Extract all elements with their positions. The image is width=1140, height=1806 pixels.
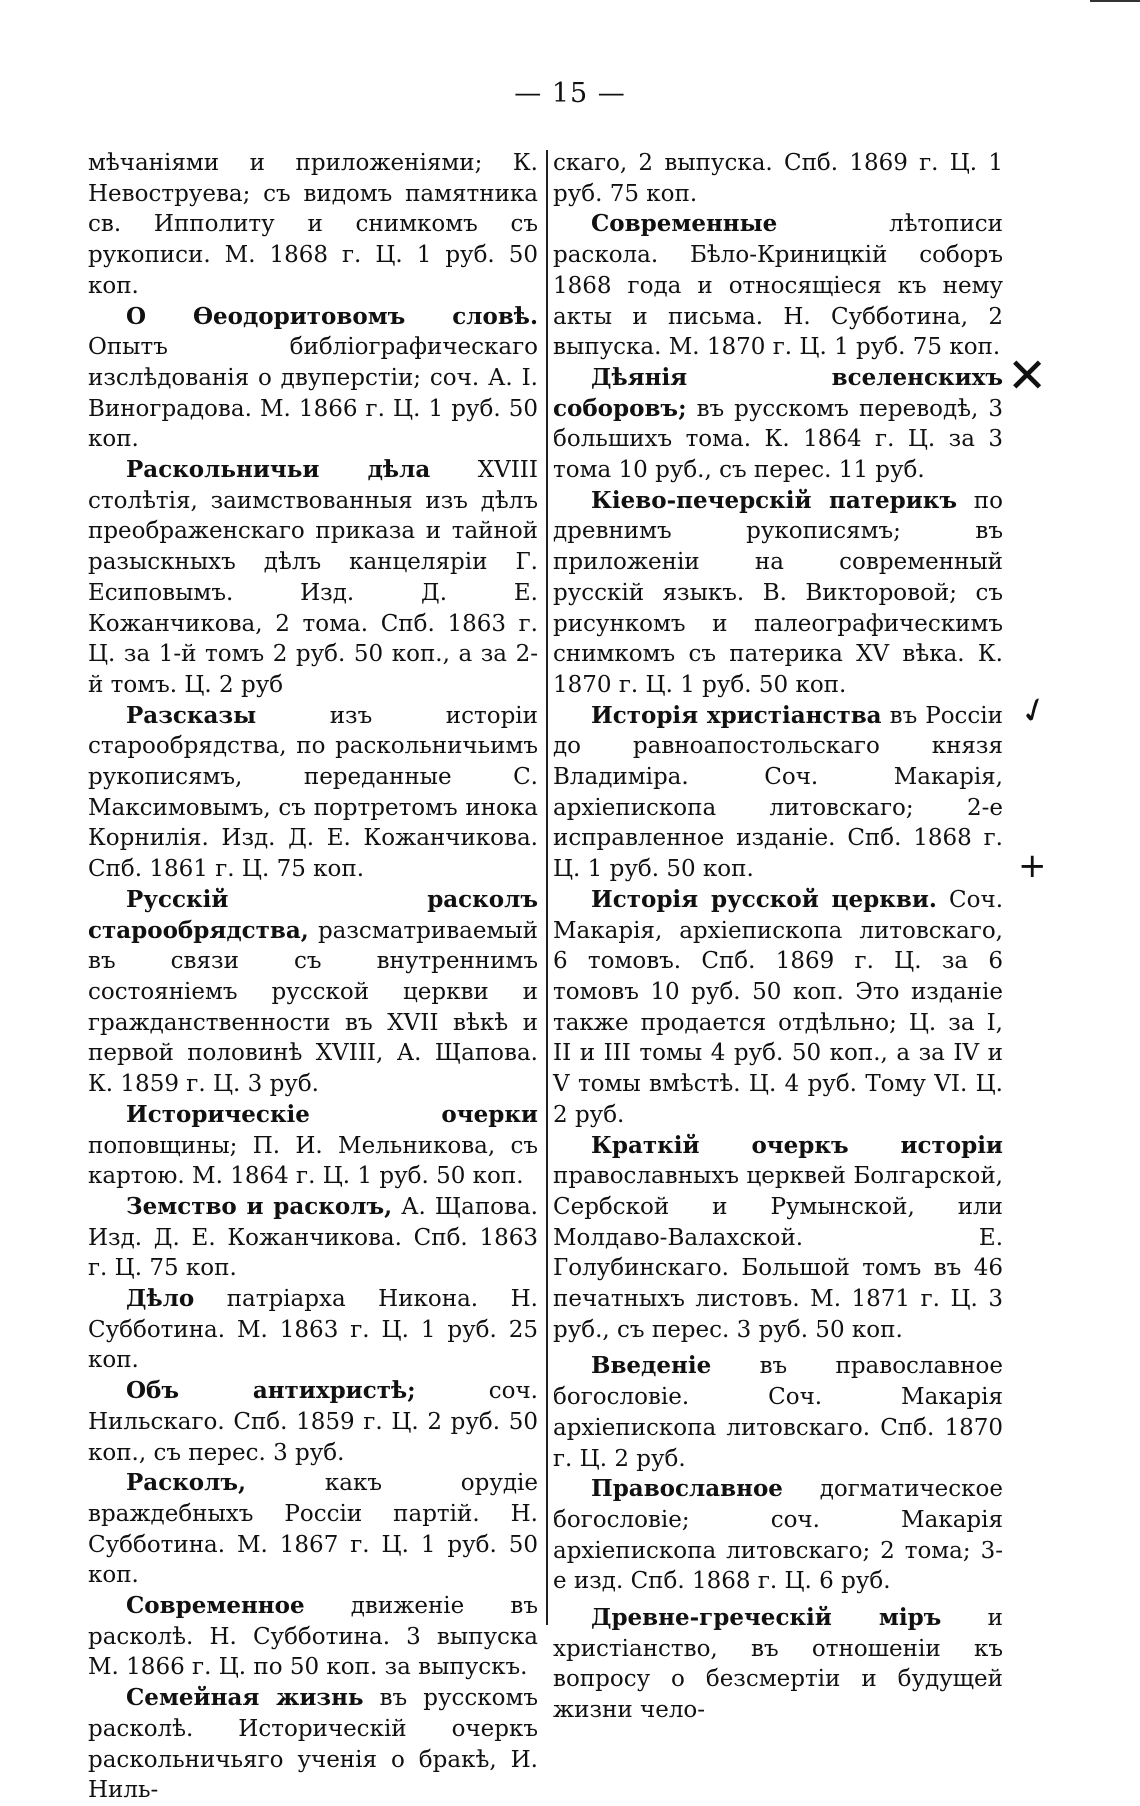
entry-text: и христіанство, въ отношеніи къ вопросу о безсмертіи и будущей жизни чело- <box>553 1605 1003 1724</box>
entry-title: Современные <box>591 210 778 238</box>
entry-title: Раскольничьи дѣла <box>126 456 431 484</box>
catalog-entry <box>553 1351 1003 1474</box>
entry-text: скаго, 2 выпуска. Спб. 1869 г. Ц. 1 руб. 75 коп. <box>553 150 1003 207</box>
right-column <box>553 148 1003 1726</box>
catalog-entry <box>88 1683 538 1806</box>
entry-title: Исторія христіанства <box>591 701 882 729</box>
column-divider <box>546 150 548 1625</box>
entry-text: догматическое богословіе; соч. Макарія архіепископа литовскаго; 2 тома; 3-е изд. Спб. 1868 г. Ц. 6 руб. <box>553 1476 1003 1595</box>
entry-text: въ русскомъ переводѣ, 3 большихъ тома. К. 1864 г. Ц. за 3 тома 10 руб., съ перес. 11 руб. <box>553 395 1003 484</box>
entry-text: лѣтописи раскола. Бѣло-Криницкій соборъ 1868 года и относящіеся къ нему акты и письма. Н. Субботина, 2 выпуска. М. 1870 г. Ц. 1 руб. 75 коп. <box>553 211 1003 361</box>
catalog-entry <box>88 1100 538 1192</box>
catalog-entry <box>88 1284 538 1376</box>
catalog-entry <box>553 701 1003 885</box>
catalog-entry <box>553 486 1003 701</box>
catalog-entry <box>88 148 538 302</box>
entry-title: Земство и расколъ, <box>126 1192 393 1220</box>
catalog-entry <box>88 455 538 701</box>
catalog-entry <box>88 1591 538 1683</box>
catalog-entry <box>88 1468 538 1591</box>
catalog-entry <box>553 1603 1003 1726</box>
catalog-entry <box>553 1474 1003 1597</box>
entry-title: Дѣянія вселенскихъ соборовъ; <box>553 363 1003 422</box>
catalog-entry <box>553 1131 1003 1346</box>
entry-text: поповщины; П. И. Мельникова, съ картою. М. 1864 г. Ц. 1 руб. 50 коп. <box>88 1132 538 1190</box>
handwritten-plus-mark: + <box>1018 846 1047 886</box>
entry-title: Древне-греческій міръ <box>591 1604 942 1632</box>
page-number: — 15 — <box>514 78 626 109</box>
entry-text: соч. Нильскаго. Спб. 1859 г. Ц. 2 руб. 50 коп., съ перес. 3 руб. <box>88 1378 538 1466</box>
entry-text: въ православное богословіе. Соч. Макарія архіепископа литовскаго. Спб. 1870 г. Ц. 2 руб. <box>553 1353 1003 1472</box>
entry-text: православныхъ церквей Болгарской, Сербской и Румынской, или Молдаво-Валахской. Е. Голубинскаго. Большой томъ въ 46 печатныхъ листовъ. М. 1871 г. Ц. 3 руб., съ перес. 3 руб. 50 коп. <box>553 1163 1003 1343</box>
catalog-entry <box>553 209 1003 363</box>
entry-text: какъ орудіе враждебныхъ Россіи партій. Н. Субботина. М. 1867 г. Ц. 1 руб. 50 коп. <box>88 1470 538 1589</box>
catalog-entry <box>88 701 538 885</box>
catalog-entry <box>88 1192 538 1284</box>
entry-text: XVIII столѣтія, заимствованныя изъ дѣлъ преображенскаго приказа и тайной разыскныхъ дѣлъ канцеляріи Г. Есиповымъ. Изд. Д. Е. Кожанчикова, 2 тома. Спб. 1863 г. Ц. за 1-й томъ 2 руб. 50 коп., а за 2-й томъ. Ц. 2 руб <box>88 457 538 698</box>
entry-text: изъ исторіи старообрядства, по раскольничьимъ рукописямъ, переданные С. Максимовымъ, съ портретомъ инока Корнилія. Изд. Д. Е. Кожанчикова. Спб. 1861 г. Ц. 75 коп. <box>88 702 538 883</box>
handwritten-cross-mark: ✕ <box>1007 348 1048 404</box>
catalog-entry <box>88 302 538 456</box>
entry-title: Расколъ, <box>126 1469 247 1497</box>
catalog-entry <box>553 885 1003 1131</box>
entry-title: Исторія русской церкви. <box>591 885 937 913</box>
top-edge-mark <box>1090 0 1140 8</box>
entry-text: въ русскомъ расколѣ. Историческій очеркъ раскольничьяго ученія о бракѣ, И. Ниль- <box>88 1685 538 1804</box>
left-column <box>88 148 538 1806</box>
entry-text: разсматриваемый въ связи съ внутреннимъ состояніемъ русской церкви и гражданственности въ XVII вѣкѣ и первой половинѣ XVIII, А. Щапова. К. 1859 г. Ц. 3 руб. <box>88 917 538 1098</box>
entry-title: Введеніе <box>591 1352 712 1380</box>
entry-title: Семейная жизнь <box>126 1684 364 1712</box>
entry-text: Соч. Макарія, архіепископа литовскаго, 6 томовъ. Спб. 1869 г. Ц. за 6 томовъ 10 руб. 50 коп. Это изданіе также продается отдѣльно; Ц. за I, II и III томы 4 руб. 50 коп., а за IV и V томы вмѣстѣ. Ц. 4 руб. Тому VI. Ц. 2 руб. <box>553 886 1004 1128</box>
entry-title: Кіево-печерскій патерикъ <box>591 486 958 514</box>
catalog-entry <box>88 885 538 1100</box>
entry-text: патріарха Никона. Н. Субботина. М. 1863 г. Ц. 1 руб. 25 коп. <box>88 1286 538 1374</box>
entry-text: мѣчаніями и приложеніями; К. Невоструева; съ видомъ памятника св. Ипполиту и снимкомъ съ рукописи. М. 1868 г. Ц. 1 руб. 50 коп. <box>88 150 538 299</box>
catalog-entry <box>88 1376 538 1468</box>
entry-text: Опытъ библіографическаго изслѣдованія о двуперстіи; соч. А. І. Виноградова. М. 1866 г. Ц. 1 руб. 50 коп. <box>88 334 538 453</box>
entry-title: Разсказы <box>126 701 257 729</box>
entry-title: Современное <box>126 1592 305 1620</box>
handwritten-check-mark: ✓ <box>1014 687 1055 735</box>
entry-title: Дѣло <box>126 1285 195 1313</box>
entry-text: А. Щапова. Изд. Д. Е. Кожанчикова. Спб. 1863 г. Ц. 75 коп. <box>88 1193 538 1282</box>
entry-text: движеніе въ расколѣ. Н. Субботина. 3 выпуска М. 1866 г. Ц. по 50 коп. за выпускъ. <box>88 1593 538 1681</box>
entry-title: Краткій очеркъ исторіи <box>591 1131 1003 1159</box>
entry-title: Русскій расколъ старообрядства, <box>88 885 538 944</box>
entry-text: по древнимъ рукописямъ; въ приложеніи на современный русскій языкъ. В. Викторовой; съ рисункомъ и палеографическимъ снимкомъ съ патерика XV вѣка. К. 1870 г. Ц. 1 руб. 50 коп. <box>553 487 1003 698</box>
entry-text: въ Россіи до равноапостольскаго князя Владиміра. Соч. Макарія, архіепископа литовскаго; 2-е исправленное изданіе. Спб. 1868 г. Ц. 1 руб. 50 коп. <box>553 702 1003 883</box>
entry-title: О Ѳеодоритовомъ словѣ. <box>126 302 538 330</box>
entry-title: Объ антихристѣ; <box>126 1377 416 1405</box>
catalog-entry <box>553 148 1003 209</box>
catalog-entry <box>553 363 1003 486</box>
entry-title: Историческіе очерки <box>126 1100 538 1128</box>
entry-title: Православное <box>591 1475 783 1503</box>
